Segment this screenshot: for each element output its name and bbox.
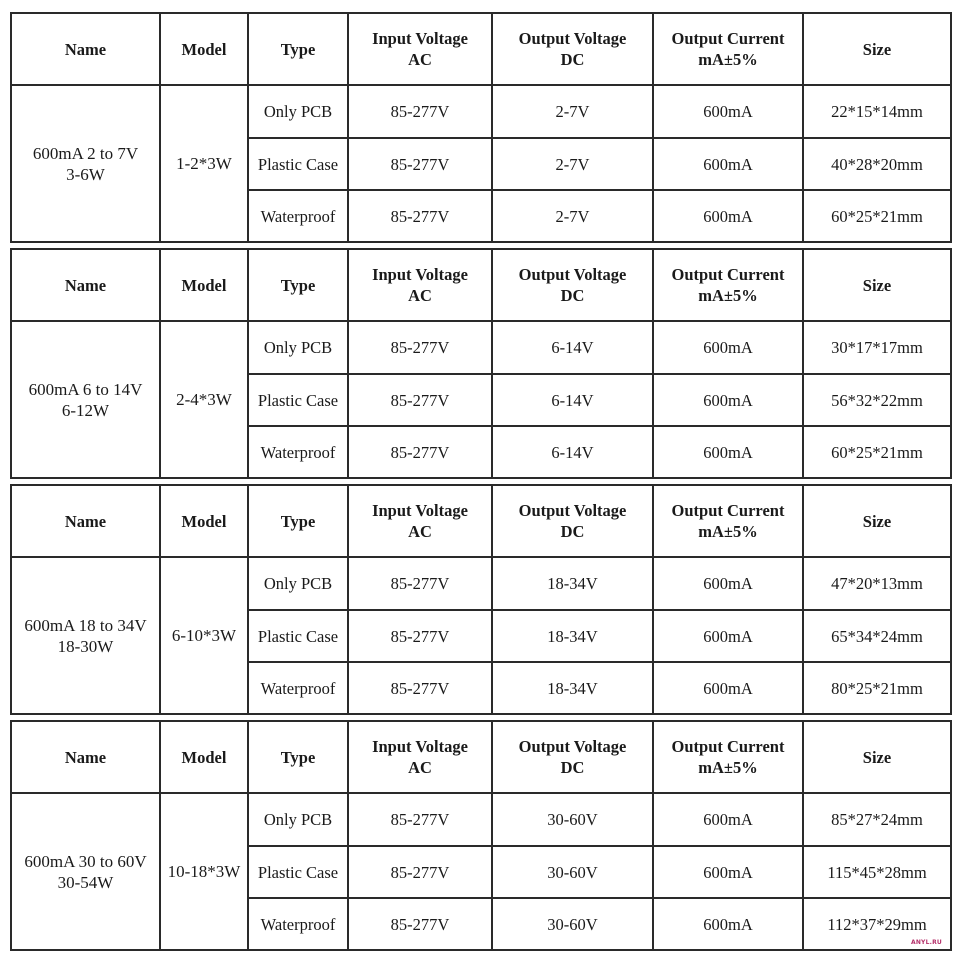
output-current-cell: 600mA <box>653 898 803 950</box>
model-cell: 6-10*3W <box>160 557 248 714</box>
size-cell: 60*25*21mm <box>803 190 951 242</box>
size-cell: 80*25*21mm <box>803 662 951 714</box>
type-cell: Only PCB <box>248 85 348 138</box>
size-cell: 60*25*21mm <box>803 426 951 478</box>
header-output-voltage-line: Output Voltage <box>518 737 627 756</box>
header-output-current <box>653 721 803 793</box>
header-name: Name <box>11 13 160 85</box>
product-name-cell <box>11 557 160 714</box>
product-name-line: 600mA 30 to 60V <box>24 851 147 871</box>
product-name-cell <box>11 85 160 242</box>
table-row <box>11 321 951 374</box>
size-cell: 56*32*22mm <box>803 374 951 426</box>
output-voltage-cell: 30-60V <box>492 846 653 898</box>
header-input-voltage <box>348 13 492 85</box>
header-row <box>11 485 951 557</box>
input-voltage-cell: 85-277V <box>348 610 492 662</box>
product-name-cell <box>11 793 160 950</box>
header-type: Type <box>248 485 348 557</box>
spec-table <box>10 12 952 243</box>
size-cell: 115*45*28mm <box>803 846 951 898</box>
header-output-voltage-line: Output Voltage <box>518 265 627 284</box>
header-input-voltage-line: AC <box>408 286 432 305</box>
size-cell: 85*27*24mm <box>803 793 951 846</box>
header-input-voltage-line: Input Voltage <box>372 501 468 520</box>
header-output-voltage-line: Output Voltage <box>518 501 627 520</box>
header-input-voltage <box>348 249 492 321</box>
type-cell: Plastic Case <box>248 846 348 898</box>
header-input-voltage-line: AC <box>408 758 432 777</box>
output-current-cell: 600mA <box>653 662 803 714</box>
header-model: Model <box>160 485 248 557</box>
header-type: Type <box>248 721 348 793</box>
output-voltage-cell: 18-34V <box>492 662 653 714</box>
type-cell: Only PCB <box>248 793 348 846</box>
header-input-voltage <box>348 485 492 557</box>
table-row <box>11 85 951 138</box>
product-name-line: 600mA 18 to 34V <box>24 615 147 635</box>
header-output-voltage <box>492 485 653 557</box>
product-name-line: 600mA 6 to 14V <box>28 379 143 399</box>
output-current-cell: 600mA <box>653 846 803 898</box>
type-cell: Waterproof <box>248 662 348 714</box>
size-cell: 22*15*14mm <box>803 85 951 138</box>
output-voltage-cell: 30-60V <box>492 898 653 950</box>
type-cell: Waterproof <box>248 190 348 242</box>
product-name-line: 18-30W <box>57 636 114 656</box>
input-voltage-cell: 85-277V <box>348 662 492 714</box>
header-row <box>11 721 951 793</box>
header-model: Model <box>160 721 248 793</box>
output-current-cell: 600mA <box>653 374 803 426</box>
header-input-voltage-line: Input Voltage <box>372 29 468 48</box>
header-size: Size <box>803 249 951 321</box>
output-current-cell: 600mA <box>653 793 803 846</box>
product-name-line: 6-12W <box>61 400 110 420</box>
header-input-voltage <box>348 721 492 793</box>
model-cell: 10-18*3W <box>160 793 248 950</box>
product-name-line: 3-6W <box>66 164 105 184</box>
header-output-current-line: mA±5% <box>698 758 758 777</box>
header-output-current-line: Output Current <box>671 29 785 48</box>
size-cell: 40*28*20mm <box>803 138 951 190</box>
header-size: Size <box>803 721 951 793</box>
type-cell: Only PCB <box>248 557 348 610</box>
input-voltage-cell: 85-277V <box>348 793 492 846</box>
header-size: Size <box>803 485 951 557</box>
type-cell: Plastic Case <box>248 374 348 426</box>
output-current-cell: 600mA <box>653 426 803 478</box>
output-voltage-cell: 6-14V <box>492 374 653 426</box>
header-input-voltage-line: AC <box>408 522 432 541</box>
output-current-cell: 600mA <box>653 610 803 662</box>
header-output-current <box>653 249 803 321</box>
spec-table <box>10 484 952 715</box>
header-output-voltage-line: DC <box>560 758 585 777</box>
header-output-current-line: mA±5% <box>698 50 758 69</box>
header-type: Type <box>248 249 348 321</box>
input-voltage-cell: 85-277V <box>348 190 492 242</box>
header-input-voltage-line: AC <box>408 50 432 69</box>
header-output-current-line: Output Current <box>671 265 785 284</box>
header-model: Model <box>160 13 248 85</box>
header-input-voltage-line: Input Voltage <box>372 737 468 756</box>
input-voltage-cell: 85-277V <box>348 374 492 426</box>
header-output-current <box>653 485 803 557</box>
header-output-voltage-line: DC <box>560 522 585 541</box>
size-cell: 47*20*13mm <box>803 557 951 610</box>
header-input-voltage-line: Input Voltage <box>372 265 468 284</box>
header-type: Type <box>248 13 348 85</box>
output-voltage-cell: 2-7V <box>492 190 653 242</box>
output-voltage-cell: 6-14V <box>492 426 653 478</box>
header-output-current-line: Output Current <box>671 737 785 756</box>
product-name-cell <box>11 321 160 478</box>
type-cell: Plastic Case <box>248 138 348 190</box>
header-size: Size <box>803 13 951 85</box>
header-output-voltage-line: Output Voltage <box>518 29 627 48</box>
header-name: Name <box>11 249 160 321</box>
spec-table <box>10 248 952 479</box>
output-voltage-cell: 6-14V <box>492 321 653 374</box>
header-output-voltage <box>492 249 653 321</box>
output-current-cell: 600mA <box>653 557 803 610</box>
watermark: ANYL.RU <box>910 939 942 946</box>
output-current-cell: 600mA <box>653 138 803 190</box>
size-cell: 112*37*29mm <box>803 898 951 950</box>
header-model: Model <box>160 249 248 321</box>
size-cell: 65*34*24mm <box>803 610 951 662</box>
product-name-line: 30-54W <box>57 872 114 892</box>
header-output-voltage <box>492 13 653 85</box>
input-voltage-cell: 85-277V <box>348 557 492 610</box>
header-row <box>11 249 951 321</box>
header-output-voltage <box>492 721 653 793</box>
type-cell: Waterproof <box>248 426 348 478</box>
type-cell: Plastic Case <box>248 610 348 662</box>
spec-table <box>10 720 952 951</box>
input-voltage-cell: 85-277V <box>348 85 492 138</box>
output-current-cell: 600mA <box>653 321 803 374</box>
header-output-voltage-line: DC <box>560 286 585 305</box>
header-output-voltage-line: DC <box>560 50 585 69</box>
header-output-current-line: mA±5% <box>698 522 758 541</box>
size-cell: 30*17*17mm <box>803 321 951 374</box>
input-voltage-cell: 85-277V <box>348 846 492 898</box>
output-voltage-cell: 2-7V <box>492 85 653 138</box>
type-cell: Only PCB <box>248 321 348 374</box>
input-voltage-cell: 85-277V <box>348 426 492 478</box>
output-current-cell: 600mA <box>653 85 803 138</box>
header-output-current-line: mA±5% <box>698 286 758 305</box>
input-voltage-cell: 85-277V <box>348 321 492 374</box>
input-voltage-cell: 85-277V <box>348 138 492 190</box>
header-row <box>11 13 951 85</box>
output-voltage-cell: 2-7V <box>492 138 653 190</box>
output-voltage-cell: 18-34V <box>492 557 653 610</box>
header-output-current-line: Output Current <box>671 501 785 520</box>
model-cell: 1-2*3W <box>160 85 248 242</box>
product-name-line: 600mA 2 to 7V <box>32 143 139 163</box>
header-output-current <box>653 13 803 85</box>
header-name: Name <box>11 721 160 793</box>
input-voltage-cell: 85-277V <box>348 898 492 950</box>
table-row <box>11 793 951 846</box>
header-name: Name <box>11 485 160 557</box>
output-voltage-cell: 18-34V <box>492 610 653 662</box>
output-current-cell: 600mA <box>653 190 803 242</box>
type-cell: Waterproof <box>248 898 348 950</box>
output-voltage-cell: 30-60V <box>492 793 653 846</box>
model-cell: 2-4*3W <box>160 321 248 478</box>
table-row <box>11 557 951 610</box>
